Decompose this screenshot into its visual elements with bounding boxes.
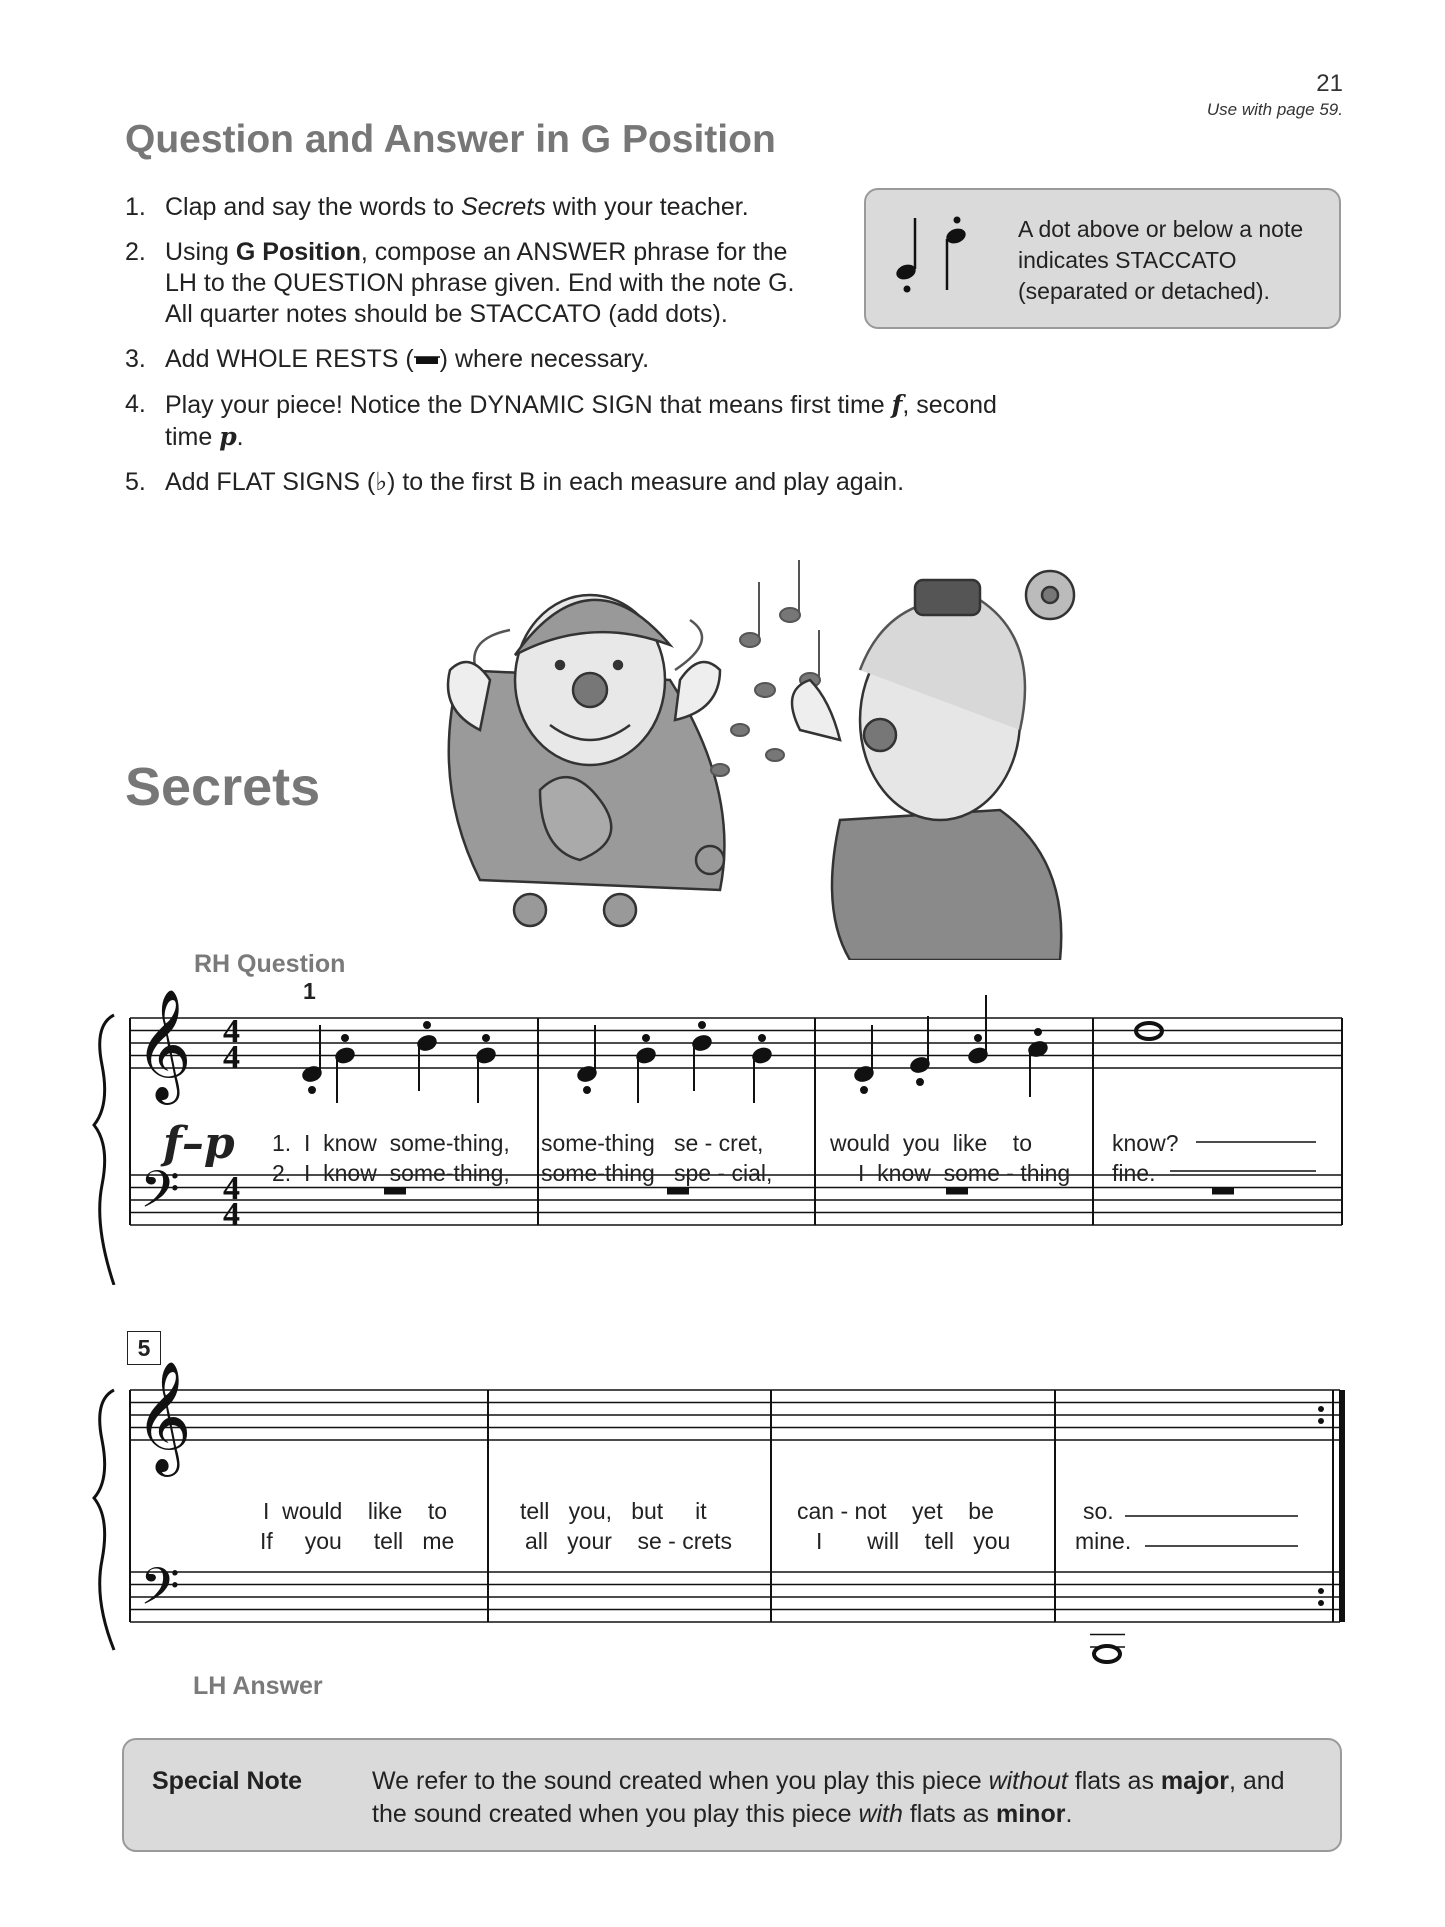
forte-sign: f [891,390,903,419]
special-note-text [372,1765,1322,1831]
lyric-2-3: I know some - thing [858,1160,1071,1186]
dynamic-marking: f–p [163,1118,235,1169]
step-text: ) where necessary. [439,345,650,373]
step-text: ) to the first B in each measure and play again. [387,468,905,496]
step-emphasis: Secrets [461,193,546,221]
svg-text:4: 4 [223,1196,240,1233]
lyric-1-7: can - not yet be [797,1498,994,1524]
special-note-box [122,1738,1342,1852]
step-number: 4. [125,390,146,418]
text: , and the sound created when you play this piece [372,1767,1285,1828]
step-bold: G Position [235,238,361,266]
whole-rest-icon [414,353,440,367]
lyric-2-1: 2. I know some-thing, [272,1160,510,1186]
lyric-2-7: I will tell you [816,1528,1011,1554]
step-3 [125,344,1025,375]
page-title: Question and Answer in G Position [125,118,776,161]
svg-text:𝄢: 𝄢 [140,1556,180,1629]
piece-title: Secrets [125,757,321,817]
text: We refer to the sound created when you play this piece [372,1767,989,1795]
step-number: 2. [125,238,146,266]
step-text: Add WHOLE RESTS ( [165,345,414,373]
svg-text:𝄞: 𝄞 [135,988,192,1100]
piano-sign: p [219,422,237,451]
page-number: 21 [1316,70,1343,97]
clowns-illustration [420,560,1290,960]
lyric-1-2: some-thing se - cret, [541,1130,764,1156]
lyric-2-6: all your se - crets [525,1528,733,1554]
staccato-description: A dot above or below a note indicates STACCATO (separated or detached). [1018,216,1304,304]
step-text: , compose an ANSWER phrase for the LH to the QUESTION phrase given. End with the note G. All quarter notes should be STACCATO (add dots). [165,238,795,328]
lyric-1-1: 1. I know some-thing, [272,1130,510,1156]
special-note-label: Special Note [152,1767,303,1795]
lh-answer-label: LH Answer [193,1672,323,1700]
lyric-1-4: know? [1112,1130,1179,1156]
staccato-info-box [864,188,1341,329]
step-number: 3. [125,345,146,373]
step-text: Using [165,238,236,266]
step-text: Clap and say the words to [165,193,461,221]
text: . [1065,1800,1073,1828]
svg-text:4: 4 [223,1013,240,1050]
bold-term: major [1160,1767,1229,1795]
svg-text:4: 4 [223,1170,240,1207]
lyric-2-4: fine. [1112,1160,1156,1186]
fingering-number: 1 [303,978,316,1004]
lyric-1-3: would you like to [830,1130,1032,1156]
emphasis: without [988,1767,1068,1795]
lyric-1-5: I would like to [263,1498,448,1524]
step-number: 1. [125,193,146,221]
lyric-2-2: some-thing spe - cial, [541,1160,773,1186]
step-text: Play your piece! Notice the DYNAMIC SIGN that means first time [165,391,892,419]
lyric-2-8: mine. [1075,1528,1132,1554]
step-text: Add FLAT SIGNS ( [165,468,376,496]
measure-number: 5 [127,1331,161,1365]
use-with-note: Use with page 59. [1206,100,1343,119]
svg-text:4: 4 [223,1039,240,1076]
step-number: 5. [125,468,146,496]
lyric-1-8: so. [1083,1498,1114,1524]
svg-text:𝄞: 𝄞 [135,1360,192,1472]
flat-sign-icon: ♭ [375,468,388,496]
step-text: , second time [165,391,997,451]
text: flats as [902,1800,996,1828]
step-4 [125,389,1025,453]
text: flats as [1067,1767,1161,1795]
rh-question-label: RH Question [194,950,346,978]
emphasis: with [858,1800,903,1828]
step-text: . [236,423,244,451]
lyric-1-6: tell you, but it [520,1498,707,1524]
lyric-2-5: If you tell me [260,1528,455,1554]
staccato-notes-icon [886,212,986,312]
step-text: with your teacher. [545,193,749,221]
bold-term: minor [996,1800,1066,1828]
step-5 [125,467,1025,498]
svg-text:𝄢: 𝄢 [140,1159,180,1232]
